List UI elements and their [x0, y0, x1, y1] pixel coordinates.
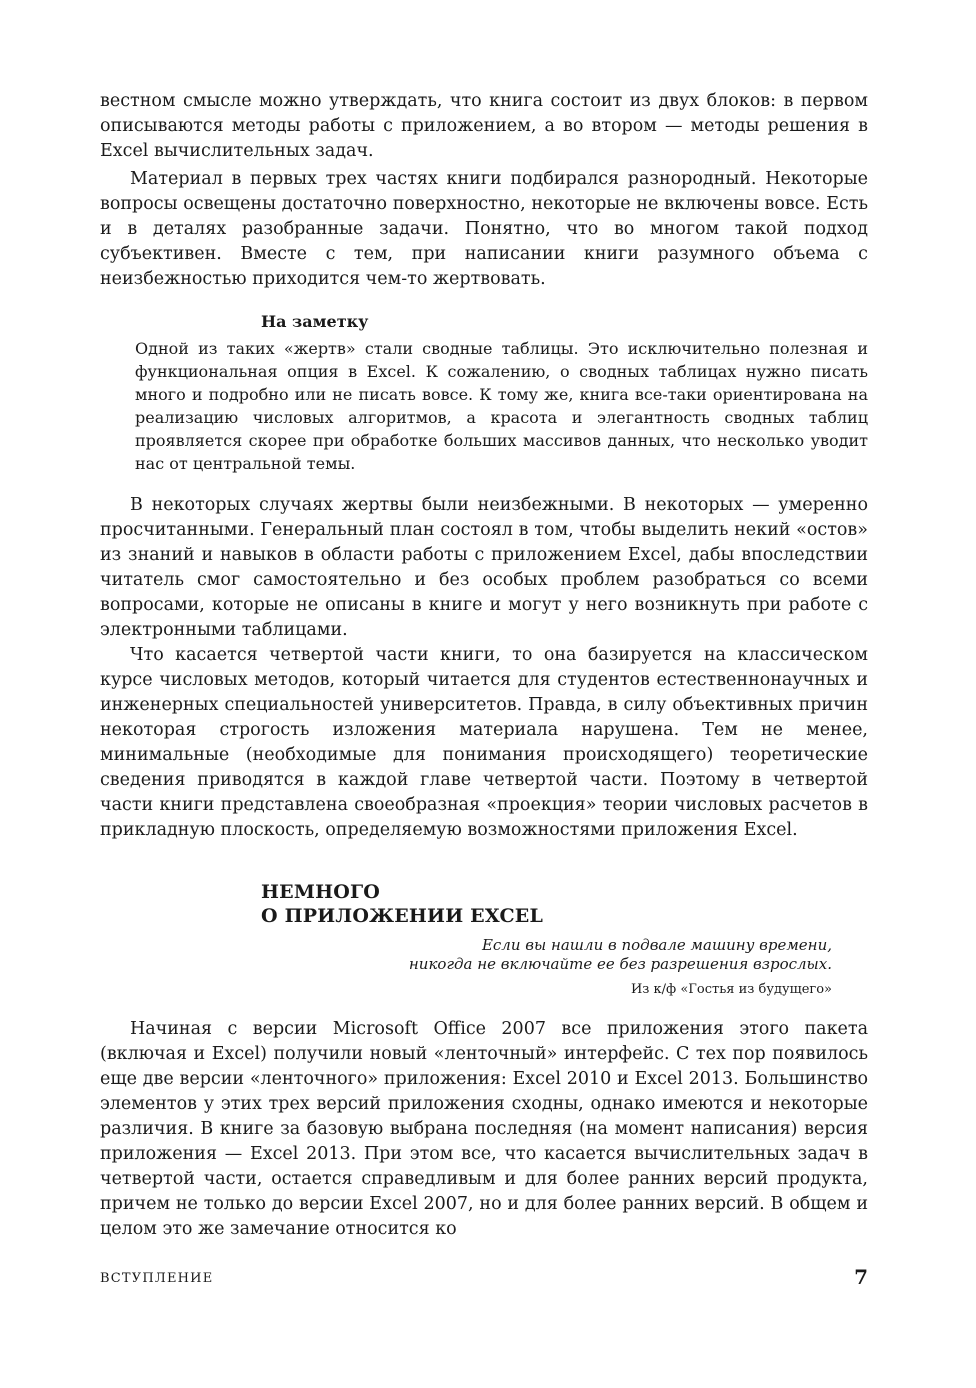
- epigraph-source: Из к/ф «Гостья из будущего»: [630, 982, 832, 997]
- running-head: ВСТУПЛЕНИЕ: [100, 1271, 214, 1286]
- book-page: [100, 0, 868, 1388]
- body-paragraph-3: В некоторых случаях жертвы были неизбежными. В некоторых — умеренно просчитанными. Генеральный план состоял в том, чтобы выделить некий «остов» из знаний и навыков в области работы с приложением Excel, дабы впоследствии читатель смог самостоятельно и без особых проблем разобраться со всеми вопросами, которые не описаны в книге и могут у него возникнуть при работе с электронными таблицами.: [100, 495, 868, 640]
- body-paragraph-5: Начиная с версии Microsoft Office 2007 все приложения этого пакета (включая и Excel) получили новый «ленточный» интерфейс. С тех пор появилось еще две версии «ленточного» приложения: Excel 2010 и Excel 2013. Большинство элементов у этих трех версий приложения сходны, однако имеются и некоторые различия. В книге за базовую выбрана последняя (на момент написания) версия приложения — Excel 2013. При этом все, что касается вычислительных задач в четвертой части, остается справедливым и для более ранних версий продукта, причем не только до версии Excel 2007, но и для более ранних версий. В общем и целом это же замечание относится ко: [100, 1019, 868, 1239]
- body-paragraph-1: вестном смысле можно утверждать, что книга состоит из двух блоков: в первом описываются методы работы с приложением, а во втором — методы решения в Excel вычислительных задач.: [100, 91, 868, 161]
- note-body: Одной из таких «жертв» стали сводные таблицы. Это исключительно полезная и функциональная опция в Excel. К сожалению, о сводных таблицах нужно писать много и подробно или не писать вовсе. К тому же, книга все-таки ориентирована на реализацию числовых алгоритмов, а красота и элегантность сводных таблиц проявляется скорее при обработке больших массивов данных, что несколько уводит нас от центральной темы.: [135, 339, 868, 473]
- page-number: 7: [854, 1265, 868, 1289]
- section-heading: [261, 880, 543, 928]
- body-paragraph-4: Что касается четвертой части книги, то она базируется на классическом курсе числовых методов, который читается для студентов естественнонаучных и инженерных специальностей университетов. Правда, в силу объективных причин некоторая строгость изложения материала нарушена. Тем не менее, минимальные (необходимые для понимания происходящего) теоретические сведения приводятся в каждой главе четвертой части. Поэтому в четвертой части книги представлена своеобразная «проекция» теории числовых расчетов в прикладную плоскость, определяемую возможностями приложения Excel.: [100, 645, 868, 840]
- section-heading-line-2: О ПРИЛОЖЕНИИ EXCEL: [261, 905, 544, 927]
- body-paragraph-2: Материал в первых трех частях книги подбирался разнородный. Некоторые вопросы освещены достаточно поверхностно, некоторые не включены вовсе. Есть и в деталях разобранные задачи. Понятно, что во многом такой подход субъективен. Вместе с тем, при написании книги разумного объема с неизбежностью приходится чем-то жертвовать.: [100, 169, 868, 289]
- section-heading-line-1: НЕМНОГО: [261, 881, 381, 903]
- epigraph-line-1: Если вы нашли в подвале машину времени,: [481, 936, 832, 954]
- epigraph: [409, 936, 832, 974]
- page-footer: [100, 1265, 868, 1295]
- note-title: На заметку: [261, 312, 369, 331]
- epigraph-line-2: никогда не включайте ее без разрешения взрослых.: [408, 955, 832, 973]
